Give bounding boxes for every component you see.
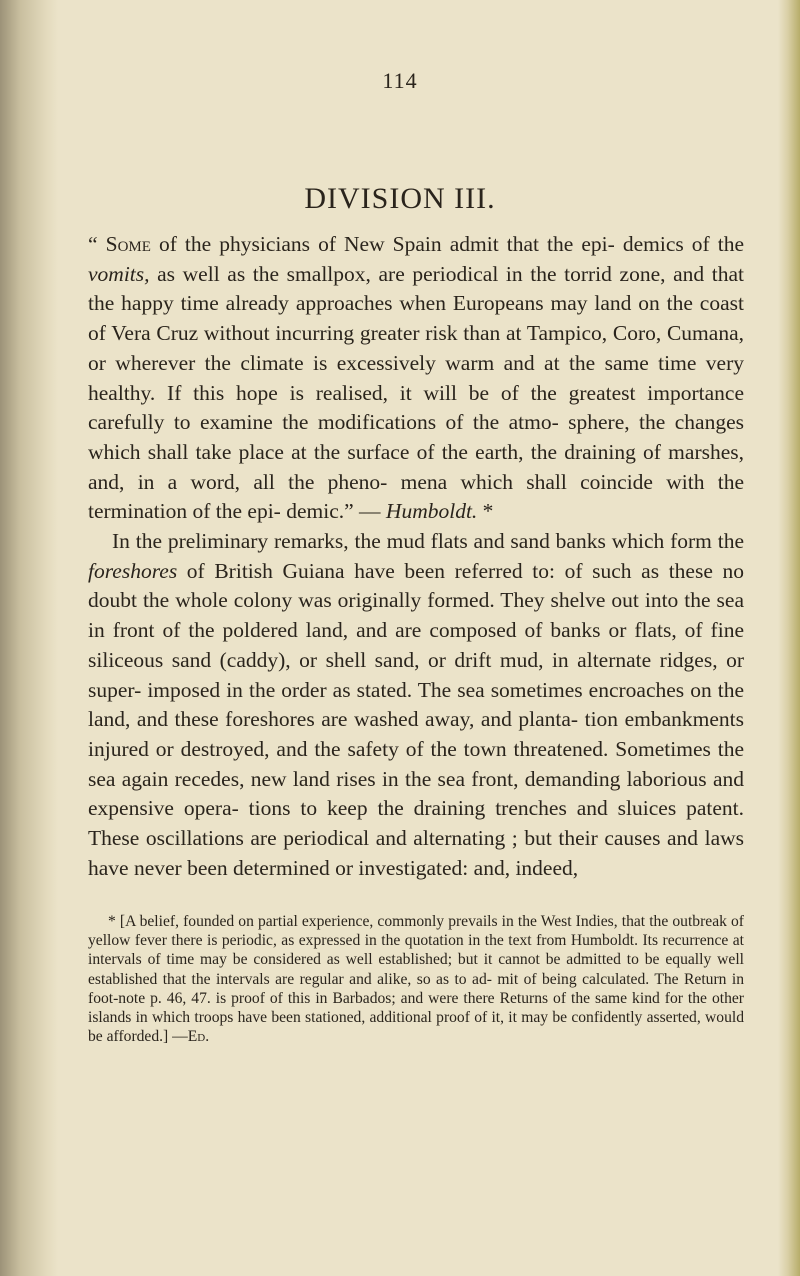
paragraph2-emphasis-foreshores: foreshores: [88, 558, 178, 583]
quote-author: Humboldt.: [385, 499, 478, 524]
foreshores-paragraph: [88, 527, 744, 883]
humboldt-quote-paragraph: [88, 230, 744, 527]
paragraph2-text-part-1: In the preliminary remarks, the mud flats and sand banks which form the: [112, 529, 744, 554]
paragraph2-text-part-2: of British Guiana have been referred to: of such as these no doubt the whole colony was originally formed. They shelve out into the sea in front of the poldered land, and are composed of banks or flats, of fine siliceous sand (caddy), or shell sand, or drift mud, in alternate ridges, or super- imposed in the order as stated. The sea sometimes encroaches on the land, and these foreshores are washed away, and planta- tion embankments injured or destroyed, and the safety of the town threatened. Sometimes the sea again recedes, new land rises in the sea front, demanding laborious and expensive opera- tions to keep the draining trenches and sluices patent. These oscillations are periodical and alternating ; but their causes and laws have never been determined or investigated: and, indeed,: [88, 558, 744, 880]
body-text: [88, 230, 744, 883]
quote-open-mark: “: [88, 232, 106, 256]
footnote-paragraph: [88, 912, 744, 1046]
division-heading: DIVISION III.: [304, 182, 496, 215]
quote-text-part-2: as well as the smallpox, are periodical in the torrid zone, and that the happy time already approaches when Europeans may land on the coast of Vera Cruz without incurring greater risk than at Tampico, Coro, Cumana, or wherever the climate is excessively warm and at the same time very healthy. If this hope is realised, it will be of the greatest importance carefully to examine the modifications of the atmo- sphere, the changes which shall take place at the surface of the earth, the draining of marshes, and, in a word, all the pheno- mena which shall coincide with the termination of the epi- demic.” —: [88, 261, 744, 524]
page-number: 114: [382, 68, 418, 93]
quote-text-part-1: of the physicians of New Spain admit that the epi- demics of the: [150, 232, 745, 256]
footnote-text: * [A belief, founded on partial experience, commonly prevails in the West Indies, that the outbreak of yellow fever there is periodic, as expressed in the quotation in the text from Humboldt. Its recurrence at intervals of time may be considered as well established; but it cannot be admitted to be equally well established that the intervals are regular and alike, so as to ad- mit of being calculated. The Return in foot-note p. 46, 47. is proof of this in Barbados; and were there Returns of the same kind for the other islands in which troops have been stationed, additional proof of it, it may be confidently asserted, would be afforded.] —: [88, 913, 744, 1046]
quote-emphasis-vomits: vomits,: [88, 261, 150, 286]
footnote: [88, 912, 744, 1046]
footnote-reference-mark: *: [477, 499, 494, 524]
quote-lead-word: Some: [105, 232, 151, 256]
footnote-signature: Ed.: [187, 1028, 210, 1046]
